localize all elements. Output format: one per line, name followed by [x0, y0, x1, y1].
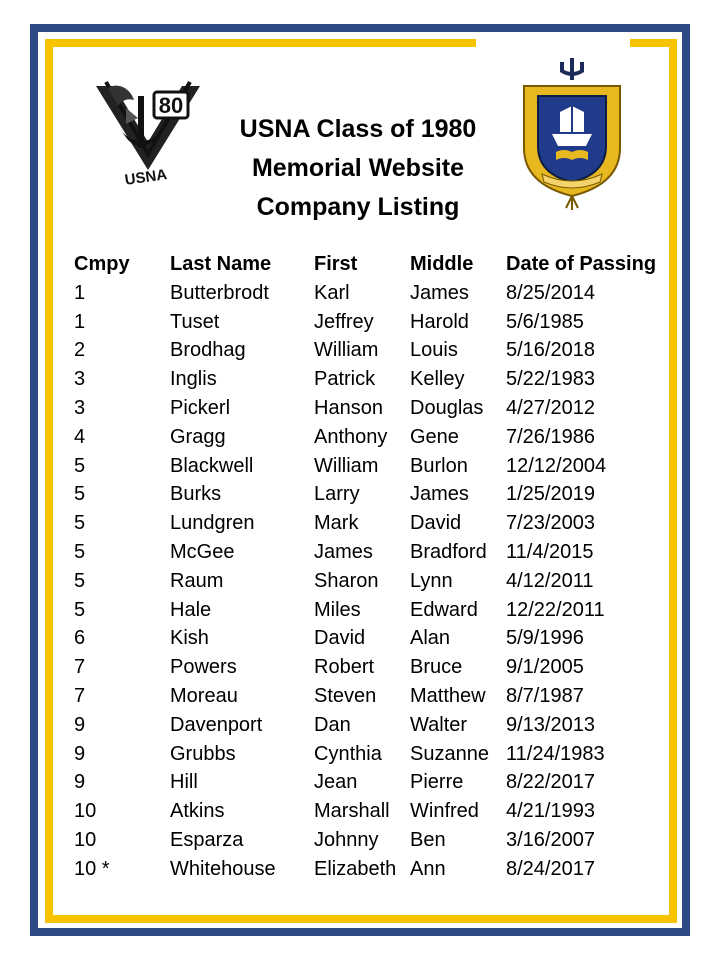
cell-first: Anthony [314, 425, 388, 448]
cell-date: 8/24/2017 [506, 857, 595, 880]
cell-first: Cynthia [314, 742, 382, 765]
cell-cmpy: 1 [74, 281, 86, 304]
cell-cmpy: 9 [74, 771, 86, 794]
cell-middle: James [410, 281, 469, 304]
page-title [200, 110, 516, 227]
cell-last-name: Butterbrodt [170, 281, 269, 304]
cell-first: Steven [314, 684, 377, 707]
table-row [74, 452, 674, 481]
cell-middle: Ben [410, 828, 446, 851]
cell-last-name: Gragg [170, 425, 226, 448]
cell-cmpy: 5 [74, 540, 86, 563]
header-middle: Middle [410, 253, 474, 275]
cell-date: 7/26/1986 [506, 425, 595, 448]
cell-date: 9/13/2013 [506, 713, 595, 736]
cell-first: Miles [314, 598, 361, 621]
cell-cmpy: 7 [74, 684, 86, 707]
cell-last-name: Tuset [170, 310, 220, 333]
cell-date: 5/16/2018 [506, 339, 595, 362]
cell-last-name: Lundgren [170, 512, 255, 535]
cell-last-name: Esparza [170, 828, 244, 851]
table-row [74, 279, 674, 308]
cell-middle: Alan [410, 627, 451, 650]
cell-first: William [314, 454, 379, 477]
cell-last-name: Inglis [170, 368, 217, 391]
cell-last-name: Hill [170, 771, 198, 794]
table-row [74, 336, 674, 365]
cell-middle: Kelley [410, 368, 465, 391]
cell-date: 12/12/2004 [506, 454, 607, 477]
cell-last-name: Powers [170, 656, 237, 679]
cell-first: David [314, 627, 366, 650]
cell-last-name: Pickerl [170, 396, 231, 419]
cell-last-name: Grubbs [170, 742, 236, 765]
table-row [74, 855, 674, 884]
title-line-3: Company Listing [256, 193, 460, 221]
table-row [74, 768, 674, 797]
cell-first: James [314, 540, 373, 563]
table-row [74, 653, 674, 682]
cell-middle: Harold [410, 310, 469, 333]
table-row [74, 624, 674, 653]
cell-date: 4/21/1993 [506, 800, 595, 823]
cell-date: 5/6/1985 [506, 310, 584, 333]
cell-middle: Pierre [410, 771, 464, 794]
cell-last-name: Raum [170, 569, 224, 592]
cell-date: 8/7/1987 [506, 684, 584, 707]
table-row [74, 826, 674, 855]
cell-first: Elizabeth [314, 857, 397, 880]
table-row [74, 740, 674, 769]
header-cmpy: Cmpy [74, 253, 130, 275]
cell-first: Mark [314, 512, 359, 535]
table-row [74, 596, 674, 625]
cell-first: William [314, 339, 379, 362]
cell-cmpy: 2 [74, 339, 86, 362]
cell-last-name: Moreau [170, 684, 238, 707]
cell-date: 3/16/2007 [506, 828, 595, 851]
cell-cmpy: 3 [74, 368, 86, 391]
cell-first: Jean [314, 771, 358, 794]
cell-cmpy: 9 [74, 742, 86, 765]
cell-cmpy: 5 [74, 512, 86, 535]
cell-first: Patrick [314, 368, 376, 391]
cell-last-name: Hale [170, 598, 212, 621]
cell-last-name: Kish [170, 627, 209, 650]
cell-middle: Winfred [410, 800, 479, 823]
table-row [74, 682, 674, 711]
table-row [74, 567, 674, 596]
cell-date: 4/12/2011 [506, 569, 594, 592]
cell-middle: James [410, 483, 469, 506]
cell-middle: Burlon [410, 454, 468, 477]
cell-middle: Bruce [410, 656, 463, 679]
title-line-1: USNA Class of 1980 [239, 115, 477, 143]
cell-middle: Gene [410, 425, 459, 448]
cell-date: 1/25/2019 [506, 483, 595, 506]
cell-cmpy: 10 [74, 828, 97, 851]
cell-cmpy: 5 [74, 483, 86, 506]
cell-first: Marshall [314, 800, 390, 823]
header-last-name: Last Name [170, 253, 272, 275]
cell-last-name: Burks [170, 483, 222, 506]
cell-cmpy: 5 [74, 454, 86, 477]
cell-first: Hanson [314, 396, 383, 419]
cell-last-name: Davenport [170, 713, 263, 736]
cell-first: Sharon [314, 569, 379, 592]
table-row [74, 394, 674, 423]
table-row [74, 509, 674, 538]
border-gap [476, 39, 630, 47]
cell-date: 8/22/2017 [506, 771, 595, 794]
cell-cmpy: 9 [74, 713, 86, 736]
header-date-of-passing: Date of Passing [506, 253, 657, 275]
cell-cmpy: 7 [74, 656, 86, 679]
cell-middle: Bradford [410, 540, 487, 563]
cell-date: 4/27/2012 [506, 396, 595, 419]
cell-last-name: Atkins [170, 800, 225, 823]
table-header-row [74, 250, 674, 279]
table-row [74, 711, 674, 740]
cell-cmpy: 10 [74, 800, 97, 823]
table-row [74, 797, 674, 826]
header-first: First [314, 253, 358, 275]
naval-academy-seal-icon [516, 56, 628, 210]
cell-last-name: Blackwell [170, 454, 254, 477]
cell-date: 7/23/2003 [506, 512, 595, 535]
cell-middle: David [410, 512, 462, 535]
cell-first: Dan [314, 713, 351, 736]
cell-cmpy: 10 * [74, 857, 110, 880]
cell-cmpy: 6 [74, 627, 86, 650]
cell-middle: Suzanne [410, 742, 489, 765]
company-listing-table [74, 250, 674, 884]
cell-date: 5/22/1983 [506, 368, 595, 391]
table-row [74, 365, 674, 394]
cell-cmpy: 1 [74, 310, 86, 333]
cell-cmpy: 5 [74, 569, 86, 592]
cell-date: 11/24/1983 [506, 742, 605, 765]
cell-cmpy: 5 [74, 598, 86, 621]
table-row [74, 538, 674, 567]
cell-middle: Lynn [410, 569, 453, 592]
cell-cmpy: 3 [74, 396, 86, 419]
cell-first: Robert [314, 656, 375, 679]
table-row [74, 308, 674, 337]
cell-middle: Louis [410, 339, 458, 362]
cell-date: 5/9/1996 [506, 627, 584, 650]
cell-first: Johnny [314, 828, 379, 851]
cell-middle: Ann [410, 857, 446, 880]
cell-date: 11/4/2015 [506, 540, 594, 563]
crest-usna-text: USNA [123, 166, 169, 189]
cell-first: Karl [314, 281, 350, 304]
cell-middle: Edward [410, 598, 478, 621]
table-row [74, 480, 674, 509]
cell-cmpy: 4 [74, 425, 86, 448]
cell-middle: Douglas [410, 396, 484, 419]
table-row [74, 423, 674, 452]
cell-last-name: Brodhag [170, 339, 246, 362]
cell-middle: Matthew [410, 684, 486, 707]
class-crest-icon [92, 78, 204, 190]
table-body [74, 279, 674, 884]
crest-number: 80 [158, 93, 184, 118]
cell-date: 9/1/2005 [506, 656, 584, 679]
cell-last-name: Whitehouse [170, 857, 276, 880]
cell-date: 12/22/2011 [506, 598, 605, 621]
cell-first: Larry [314, 483, 360, 506]
cell-middle: Walter [410, 713, 468, 736]
cell-last-name: McGee [170, 540, 235, 563]
cell-date: 8/25/2014 [506, 281, 595, 304]
title-line-2: Memorial Website [251, 154, 465, 182]
cell-first: Jeffrey [314, 310, 374, 333]
